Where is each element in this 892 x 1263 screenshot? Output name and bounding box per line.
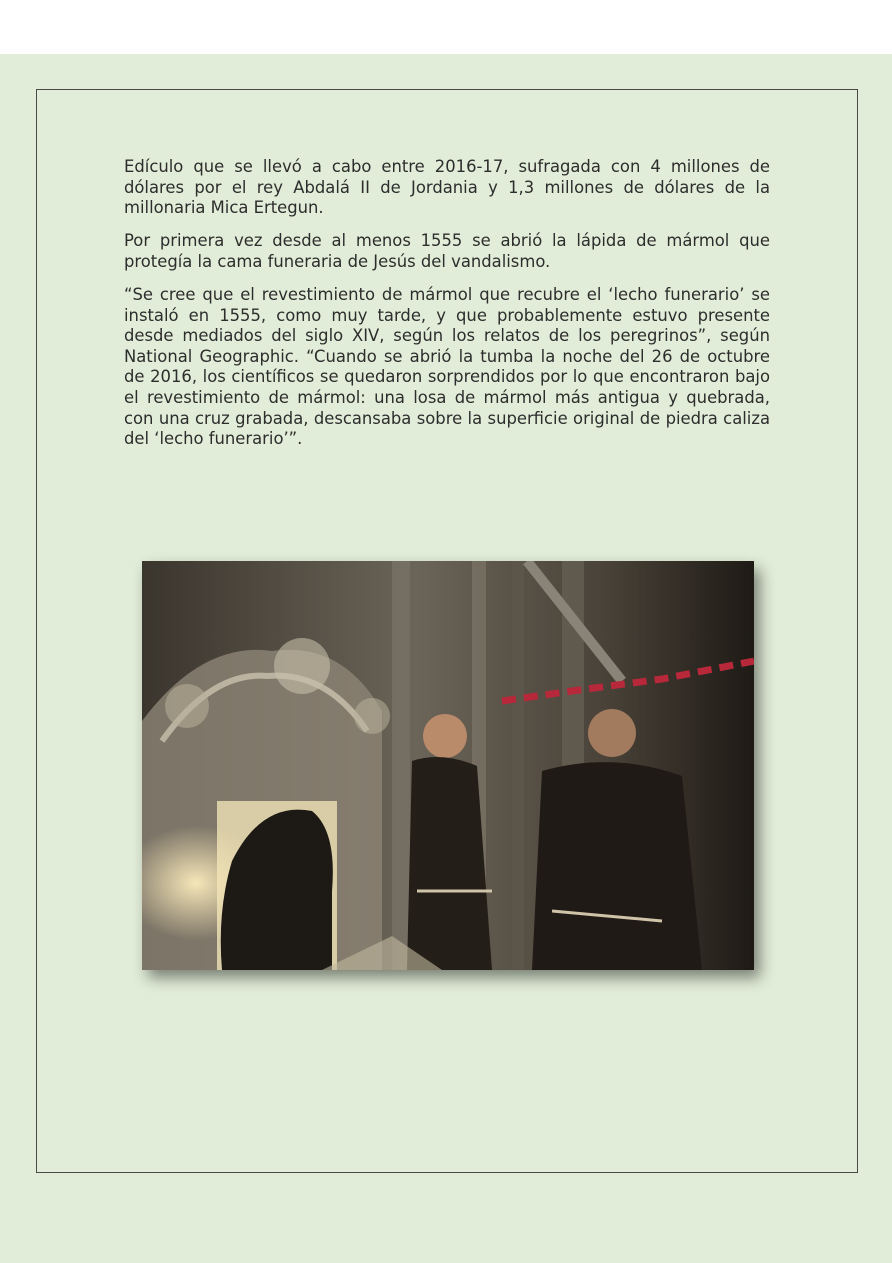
monk-head — [423, 714, 467, 758]
carved-ornament — [354, 698, 390, 734]
tomb-photo — [142, 561, 754, 970]
tomb-photo-illustration — [142, 561, 754, 970]
paragraph-1: Edículo que se llevó a cabo entre 2016-17, sufragada con 4 millones de dólares por el rey Abdalá II de Jordania y 1,3 millones de dólares de la millonaria Mica Ertegun. — [124, 157, 770, 218]
carved-ornament — [165, 684, 209, 728]
monk-standing-right — [532, 762, 702, 970]
paragraph-2: Por primera vez desde al menos 1555 se abrió la lápida de mármol que protegía la cama funeraria de Jesús del vandalismo. — [124, 231, 770, 271]
monk-head — [588, 709, 636, 757]
column — [512, 561, 524, 970]
article-body — [124, 157, 770, 462]
carved-ornament — [274, 638, 330, 694]
paragraph-3: “Se cree que el revestimiento de mármol que recubre el ‘lecho funerario’ se instaló en 1555, como muy tarde, y que probablemente estuvo presente desde mediados del siglo XIV, según los relatos de los peregrinos”, según National Geographic. “Cuando se abrió la tumba la noche del 26 de octubre de 2016, los científicos se quedaron sorprendidos por lo que encontraron bajo el revestimiento de mármol: una losa de mármol más antigua y quebrada, con una cruz grabada, descansaba sobre la superficie original de piedra caliza del ‘lecho funerario’”. — [124, 284, 770, 449]
